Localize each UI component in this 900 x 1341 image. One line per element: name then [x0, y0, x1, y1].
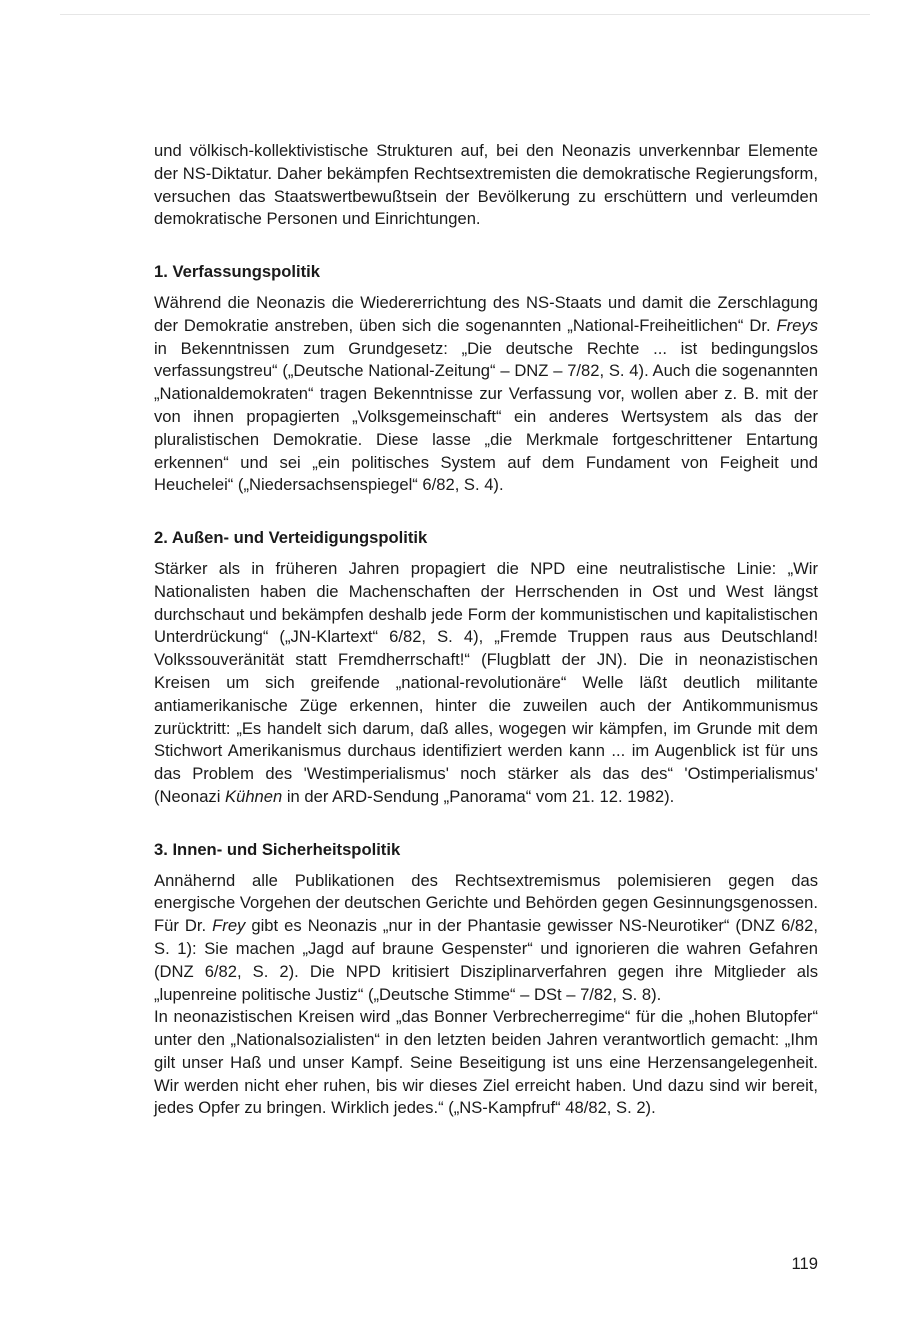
document-page	[154, 140, 818, 1120]
section-1-italic-name: Freys	[776, 315, 818, 335]
section-3-paragraph-2: In neonazistischen Kreisen wird „das Bonner Verbrecherregime“ für die „hohen Blutopfer“ unter den „Nationalsozialisten“ in den letzten beiden Jahren verantwortlich gemacht: „Ihm gilt unser Haß und unser Kampf. Seine Beseitigung ist uns eine Herzensangelegenheit. Wir werden nicht eher ruhen, bis wir dieses Ziel erreicht haben. Und dazu sind wir bereit, jedes Opfer zu bringen. Wirklich jedes.“ („NS-Kampfruf“ 48/82, S. 2).	[154, 1007, 818, 1118]
section-2-paragraph	[154, 558, 818, 809]
section-1-heading: 1. Verfassungspolitik	[154, 262, 320, 282]
section-1-paragraph	[154, 292, 818, 497]
section-3-text-b: gibt es Neonazis „nur in der Phantasie gewisser NS-Neurotiker“ (DNZ 6/82, S. 1): Sie machen „Jagd auf braune Gespenster“ und ignorieren die wahren Gefahren (DNZ 6/82, S. 2). Die NPD kritisiert Disziplinarverfahren gegen ihre Mitglieder als „lupenreine politische Justiz“ („Deutsche Stimme“ – DSt – 7/82, S. 8).	[154, 916, 818, 1004]
intro-paragraph: und völkisch-kollektivistische Strukturen auf, bei den Neonazis unverkennbar Elemente der NS-Diktatur. Daher bekämpfen Rechtsextremisten die demokratische Regierungsform, versuchen das Staatswertbewußtsein der Bevölkerung zu erschüttern und verleumden demokratische Personen und Einrichtungen.	[154, 141, 818, 229]
section-3-heading: 3. Innen- und Sicherheitspolitik	[154, 839, 401, 859]
section-2-text-b: in der ARD-Sendung „Panorama“ vom 21. 12. 1982).	[282, 786, 675, 806]
section-3-paragraph	[154, 870, 818, 1007]
section-2-text-a: Stärker als in früheren Jahren propagiert die NPD eine neutralistische Linie: „Wir Nationalisten haben die Machenschaften der Herrschenden in Ost und West längst durchschaut und bekämpfen deshalb jede Form der kommunistischen und kapitalistischen Unterdrückung“ („JN-Klartext“ 6/82, S. 4), „Fremde Truppen raus aus Deutschland! Volkssouveränität statt Fremdherrschaft!“ (Flugblatt der JN). Die in neonazistischen Kreisen um sich greifende „national-revolutionäre“ Welle läßt deutlich militante antiamerikanische Züge erkennen, hinter die zuweilen auch der Antikommunismus zurücktritt: „Es handelt sich darum, daß alles, wogegen wir kämpfen, im Grunde mit dem Stichwort Amerikanismus durchaus identifiziert werden kann ... im Augenblick ist für uns das Problem des 'Westimperialismus' noch stärker als das des“ 'Ostimperialismus' (Neonazi	[154, 558, 818, 806]
section-3-text-a: Annähernd alle Publikationen des Rechtsextremismus polemisieren gegen das energische Vorgehen der deutschen Gerichte und Behörden gegen Gesinnungsgenossen. Für Dr.	[154, 870, 818, 936]
scan-edge-line	[60, 14, 870, 15]
section-2-heading: 2. Außen- und Verteidigungspolitik	[154, 528, 428, 548]
section-2-italic-name: Kühnen	[225, 786, 283, 806]
page-number: 119	[791, 1254, 818, 1273]
section-1-text-b: in Bekenntnissen zum Grundgesetz: „Die deutsche Rechte ... ist bedingungslos verfassungstreu“ („Deutsche National-Zeitung“ – DNZ – 7/82, S. 4). Auch die sogenannten „Nationaldemokraten“ tragen Bekenntnisse zur Verfassung vor, wollen aber z. B. mit der von ihnen propagierten „Volksgemeinschaft“ ein anderes Wertsystem als das der pluralistischen Demokratie. Diese lasse „die Merkmale fortgeschrittener Entartung erkennen“ und sei „ein politisches System auf dem Fundament von Feigheit und Heuchelei“ („Niedersachsenspiegel“ 6/82, S. 4).	[154, 338, 818, 495]
section-3-italic-name: Frey	[212, 916, 246, 936]
section-1-text-a: Während die Neonazis die Wiedererrichtung des NS-Staats und damit die Zerschlagung der Demokratie anstreben, üben sich die sogenannten „National-Freiheitlichen“ Dr.	[154, 292, 818, 335]
